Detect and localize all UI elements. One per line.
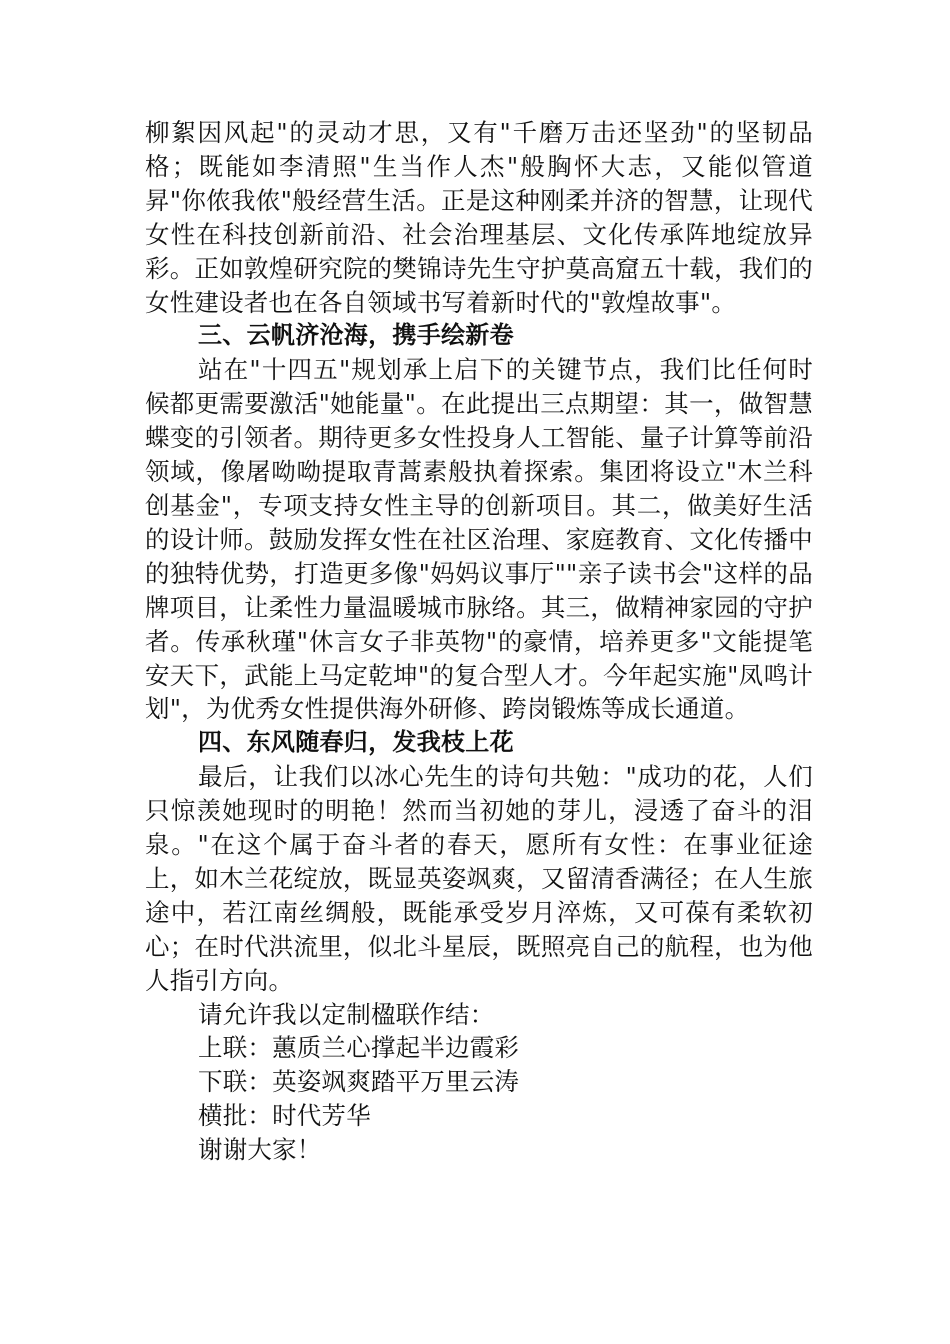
section-3-heading: 三、云帆济沧海，携手绘新卷 [198, 321, 514, 350]
paragraph-continued: 柳絮因风起"的灵动才思，又有"千磨万击还坚劲"的坚韧品格；既能如李清照"生当作人杰"般胸怀大志，又能似管道昇"你侬我侬"般经营生活。正是这种刚柔并济的智慧，让现代女性在科技创新前沿、社会治理基层、文化传承阵地绽放异彩。正如敦煌研究院的樊锦诗先生守护莫高窟五十载，我们的女性建设者也在各自领域书写着新时代的"敦煌故事"。 [145, 118, 813, 317]
couplet-upper-line: 上联：蕙质兰心撑起半边霞彩 [198, 1033, 520, 1063]
couplet-lower-line: 下联：英姿飒爽踏平万里云涛 [198, 1067, 520, 1097]
couplet-horizontal-scroll: 横批：时代芳华 [198, 1101, 371, 1131]
section-4-heading: 四、东风随春归，发我枝上花 [198, 728, 514, 757]
section-4-paragraph: 最后，让我们以冰心先生的诗句共勉："成功的花，人们只惊羡她现时的明艳！然而当初她的芽儿，浸透了奋斗的泪泉。"在这个属于奋斗者的春天，愿所有女性：在事业征途上，如木兰花绽放，既显英姿飒爽，又留清香满径；在人生旅途中，若江南丝绸般，既能承受岁月淬炼，又可葆有柔软初心；在时代洪流里，似北斗星辰，既照亮自己的航程，也为他人指引方向。 [145, 762, 813, 995]
couplet-intro: 请允许我以定制楹联作结： [198, 999, 495, 1029]
document-body [145, 116, 813, 1167]
closing-thanks: 谢谢大家！ [198, 1135, 322, 1165]
section-3-paragraph: 站在"十四五"规划承上启下的关键节点，我们比任何时候都更需要激活"她能量"。在此提出三点期望：其一，做智慧蝶变的引领者。期待更多女性投身人工智能、量子计算等前沿领域，像屠呦呦提取青蒿素般执着探索。集团将设立"木兰科创基金"，专项支持女性主导的创新项目。其二，做美好生活的设计师。鼓励发挥女性在社区治理、家庭教育、文化传播中的独特优势，打造更多像"妈妈议事厅""亲子读书会"这样的品牌项目，让柔性力量温暖城市脉络。其三，做精神家园的守护者。传承秋瑾"休言女子非英物"的豪情，培养更多"文能提笔安天下，武能上马定乾坤"的复合型人才。今年起实施"凤鸣计划"，为优秀女性提供海外研修、跨岗锻炼等成长通道。 [145, 355, 813, 724]
